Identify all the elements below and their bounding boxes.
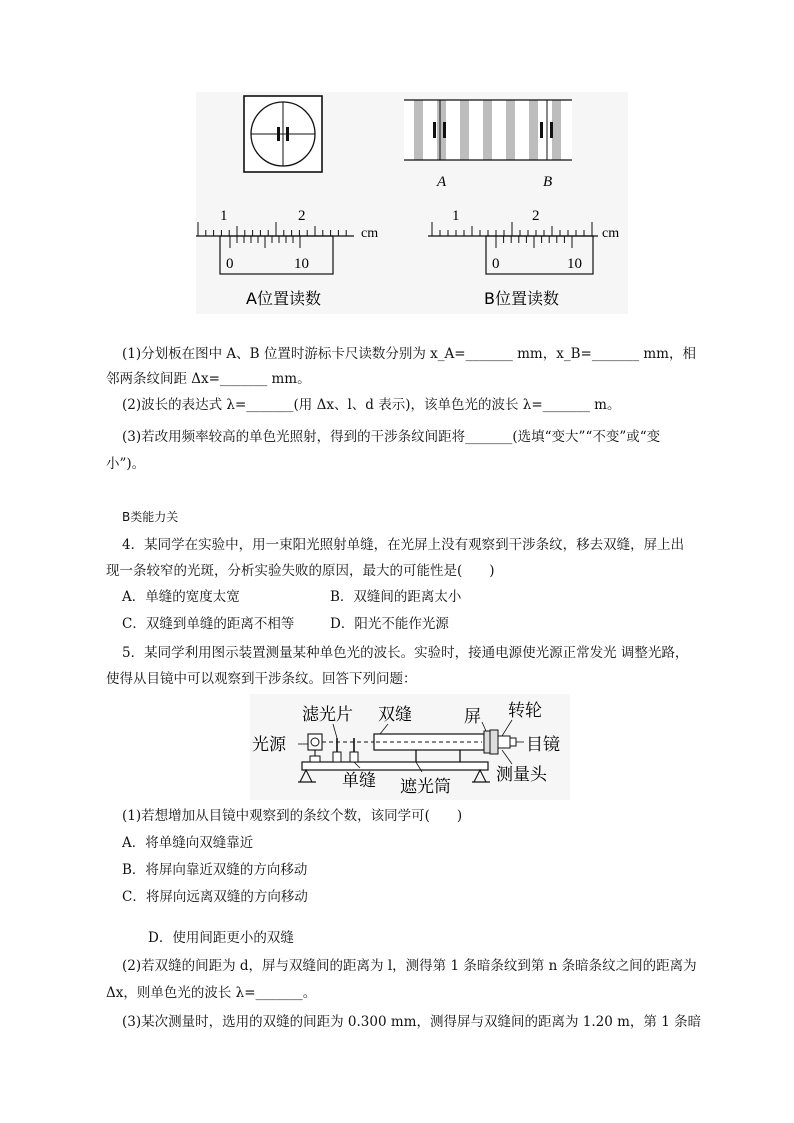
position-b-label: B: [543, 174, 553, 190]
label-screen: 屏: [464, 707, 481, 727]
q5-part3: (3)某次测量时，选用的双缝的间距为 0.300 mm，测得屏与双缝间的距离为 1.20 m，第 1 条暗: [122, 1014, 702, 1030]
q3-part2: (2)波长的表达式 λ=_______(用 Δx、l、d 表示)，该单色光的波长 λ=_______ m。: [122, 397, 621, 413]
q5-option-a: A．将单缝向双缝靠近: [122, 835, 254, 851]
q5-option-c: C．将屏向远离双缝的方向移动: [122, 889, 308, 905]
caliper-b-vernier-10: 10: [567, 256, 582, 272]
section-heading: B类能力关: [122, 510, 179, 524]
q5-option-d: D．使用间距更小的双缝: [148, 930, 294, 946]
caliper-a-main-1: 1: [220, 208, 228, 224]
label-double-slit: 双缝: [378, 705, 412, 725]
label-wheel: 转轮: [508, 701, 542, 721]
q4-option-c: C．双缝到单缝的距离不相等: [122, 616, 295, 632]
fringe-pattern: [404, 100, 572, 160]
caliper-b-main-2: 2: [532, 208, 540, 224]
caliper-b-caption: B位置读数: [484, 289, 559, 308]
label-single-slit: 单缝: [342, 771, 376, 791]
q5-part2-line2: Δx，则单色光的波长 λ=_______。: [106, 985, 317, 1001]
caliper-a-main-2: 2: [298, 208, 306, 224]
caliper-a-vernier-10: 10: [294, 256, 309, 272]
q5-part2-line1: (2)若双缝的间距为 d，屏与双缝间的距离为 l，测得第 1 条暗条纹到第 n 条暗条纹之间的距离为: [122, 958, 697, 974]
position-a-label: A: [437, 174, 447, 190]
caliper-b-vernier-0: 0: [492, 256, 500, 272]
q5-part1: (1)若想增加从目镜中观察到的条纹个数，该同学可( ): [122, 808, 463, 824]
q5-stem-line1: 5．某同学利用图示装置测量某种单色光的波长。实验时，接通电源使光源正常发光 调整光路，: [122, 645, 689, 661]
label-measuring-head: 测量头: [496, 765, 547, 785]
q3-part1-line2: 邻两条纹间距 Δx=_______ mm。: [106, 371, 311, 387]
q5-option-b: B．将屏向靠近双缝的方向移动: [122, 862, 308, 878]
q3-part1-line1: (1)分划板在图中 A、B 位置时游标卡尺读数分别为 x_A=_______ mm，x_B=_______ mm，相: [122, 346, 696, 362]
caliper-b-main-1: 1: [452, 208, 460, 224]
q4-option-b: B．双缝间的距离太小: [330, 589, 462, 605]
reticle-view: [244, 96, 322, 172]
q3-part3-line1: (3)若改用频率较高的单色光照射，得到的干涉条纹间距将_______(选填“变大”“不变”或“变: [122, 429, 661, 445]
optical-bench: [302, 762, 488, 770]
caliper-figure: [196, 92, 628, 314]
q4-stem-line2: 现一条较窄的光斑，分析实验失败的原因，最大的可能性是( ): [106, 563, 495, 579]
label-tube: 遮光筒: [400, 777, 451, 797]
caliper-a-unit: cm: [361, 226, 379, 241]
q4-option-d: D．阳光不能作光源: [330, 616, 449, 632]
caliper-a-caption: A位置读数: [246, 289, 321, 308]
q5-stem-line2: 使得从目镜中可以观察到干涉条纹。回答下列问题：: [106, 671, 417, 687]
label-eyepiece: 目镜: [526, 735, 560, 755]
apparatus-figure: [250, 694, 570, 800]
caliper-a-vernier-0: 0: [226, 256, 234, 272]
q4-stem-line1: 4．某同学在实验中，用一束阳光照射单缝，在光屏上没有观察到干涉条纹，移去双缝，屏上出: [122, 537, 685, 553]
caliper-b-unit: cm: [602, 226, 620, 241]
label-filter: 滤光片: [302, 705, 353, 725]
q3-part3-line2: 小”)。: [106, 456, 146, 472]
label-light-source: 光源: [252, 735, 286, 755]
q4-option-a: A．单缝的宽度太宽: [122, 589, 240, 605]
